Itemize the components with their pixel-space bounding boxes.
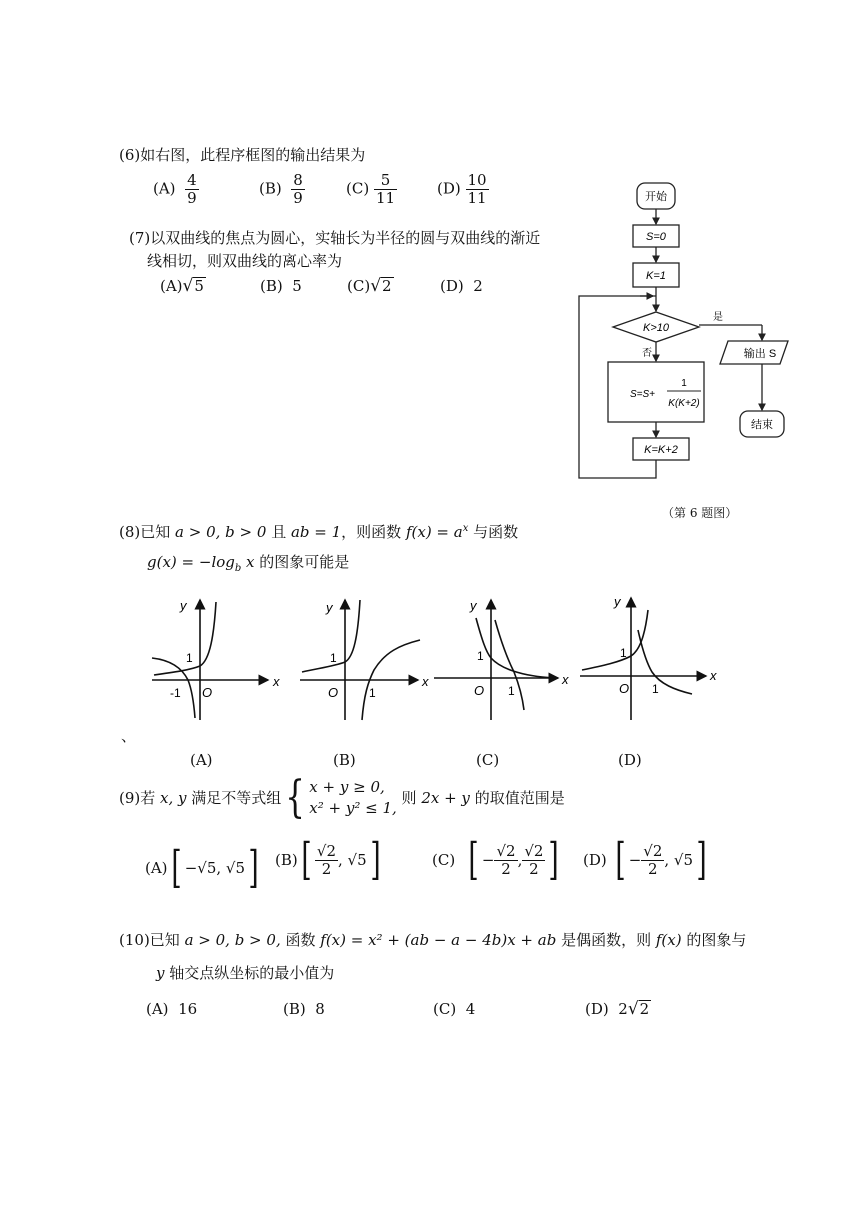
flow-k1: K=1 bbox=[646, 270, 666, 282]
q9-stem-4: 的取值范围是 bbox=[469, 789, 565, 807]
q9-ineq1: x + y ≥ 0, bbox=[309, 778, 385, 796]
q7-a-radicand: 5 bbox=[194, 277, 204, 295]
q8-d-y: y bbox=[614, 594, 621, 609]
q8-a-x: x bbox=[273, 674, 280, 689]
q8-c-origin: O bbox=[474, 683, 485, 698]
q6-option-a bbox=[153, 172, 199, 207]
q9-c-den1: 2 bbox=[494, 860, 517, 878]
q9-d-tail: , √5 bbox=[664, 851, 694, 869]
q10-option-a bbox=[146, 999, 197, 1019]
flow-output: 输出 S bbox=[743, 348, 777, 360]
q7-option-d bbox=[440, 276, 483, 296]
q8-g: g(x) = −log bbox=[147, 553, 235, 571]
q9-option-a: (A)[ −√5, √5] bbox=[145, 842, 259, 893]
q10-a-value: 16 bbox=[178, 1000, 198, 1018]
q10-option-c-label: (C) bbox=[433, 1000, 457, 1018]
flow-start: 开始 bbox=[645, 191, 667, 203]
q8-d-one-x: 1 bbox=[652, 682, 659, 696]
q8-a-one: 1 bbox=[186, 651, 193, 665]
q8-option-c-label: (C) bbox=[476, 751, 500, 769]
q9-d-den: 2 bbox=[641, 860, 664, 878]
q9-c-num1: √2 bbox=[496, 841, 516, 860]
q6-d-den: 11 bbox=[467, 189, 487, 207]
q8-graph-b bbox=[300, 600, 420, 720]
q10-fx: f(x) bbox=[655, 931, 682, 949]
q7-option-d-label: (D) bbox=[440, 277, 464, 295]
q9-d-num: √2 bbox=[643, 841, 663, 860]
q9-a-content: −√5, √5 bbox=[184, 859, 246, 877]
q9-brace: { bbox=[285, 772, 306, 823]
q9-c-num2: √2 bbox=[524, 841, 544, 860]
q9-stem bbox=[119, 772, 565, 823]
q9-system bbox=[309, 777, 396, 819]
q8-cond2: ab = 1 bbox=[290, 523, 342, 541]
q6-option-b-fraction bbox=[291, 172, 305, 207]
q8-f-exp: x bbox=[462, 523, 469, 534]
q8-d-one: 1 bbox=[620, 646, 627, 660]
flow-update: S=S+ bbox=[630, 389, 656, 400]
q8-cond1: a > 0, b > 0 bbox=[175, 523, 267, 541]
q6-a-num: 4 bbox=[187, 171, 197, 189]
flow-end: 结束 bbox=[751, 419, 773, 431]
q8-stem-line2 bbox=[147, 552, 349, 579]
q8-graph-c bbox=[434, 600, 558, 720]
q8-g-sub: b bbox=[234, 563, 242, 574]
flow-no: 否 bbox=[642, 348, 652, 359]
q6-stem: (6)如右图，此程序框图的输出结果为 bbox=[119, 146, 366, 164]
q10-stem-1c: 是偶函数，则 bbox=[556, 931, 656, 949]
q10-stem-line1 bbox=[119, 930, 746, 950]
q7-option-c-label: (C) bbox=[347, 277, 371, 295]
q8-f: f(x) = a bbox=[405, 523, 463, 541]
q9-stem-1: (9)若 bbox=[119, 789, 161, 807]
q10-stem-2a: y bbox=[156, 964, 165, 982]
q10-option-a-label: (A) bbox=[146, 1000, 169, 1018]
q7-b-value: 5 bbox=[292, 277, 302, 295]
q9-d-lead: − bbox=[628, 851, 642, 869]
q8-a-y: y bbox=[180, 598, 187, 613]
q9-b-den: 2 bbox=[315, 860, 338, 878]
flow-update-num: 1 bbox=[681, 378, 687, 389]
q8-b-y: y bbox=[326, 600, 333, 615]
q10-stem-1a: (10)已知 bbox=[119, 931, 185, 949]
flow-yes: 是 bbox=[713, 312, 723, 323]
q7-option-b bbox=[260, 276, 302, 296]
flow-update-den: K(K+2) bbox=[668, 398, 700, 409]
q6-option-c-label: (C) bbox=[346, 179, 370, 198]
q8-stem-1d: 与函数 bbox=[468, 523, 519, 541]
q9-option-b: (B)[ $\frac{√2}{2}$ , √5] bbox=[275, 834, 381, 885]
q8-stem-1a: (8)已知 bbox=[119, 523, 176, 541]
q9-c-fraction1 bbox=[494, 843, 517, 878]
q9-option-c: (C) [ − $\frac{√2}{2}$ , $\frac{√2}{2}$ ] bbox=[432, 834, 560, 885]
q7-d-value: 2 bbox=[473, 277, 483, 295]
flow-condition: K>10 bbox=[643, 322, 669, 334]
q6-option-b-label: (B) bbox=[259, 179, 282, 198]
q9-option-d: (D) [ − $\frac{√2}{2}$ , √5] bbox=[583, 834, 707, 885]
q6-d-num: 10 bbox=[467, 171, 487, 189]
q6-c-den: 11 bbox=[375, 189, 396, 207]
q8-b-origin: O bbox=[328, 685, 339, 700]
q8-stem-1c: ，则函数 bbox=[341, 523, 406, 541]
q8-stem-2: 的图象可能是 bbox=[254, 553, 350, 571]
q10-d-radicand: 2 bbox=[639, 1000, 650, 1018]
q7-option-a: (A)√5 bbox=[160, 276, 204, 296]
q10-stem-1b: 函数 bbox=[280, 931, 321, 949]
q6-b-den: 9 bbox=[293, 189, 303, 207]
q10-stem-2b: 轴交点纵坐标的最小值为 bbox=[164, 964, 335, 982]
q8-g-x: x bbox=[241, 553, 255, 571]
q9-stem-3: 则 bbox=[396, 789, 422, 807]
q8-stray-mark: 、 bbox=[121, 727, 137, 745]
q10-b-value: 8 bbox=[315, 1000, 325, 1018]
q9-b-tail: , √5 bbox=[338, 851, 367, 869]
q10-option-d-label: (D) bbox=[585, 1000, 609, 1018]
q9-c-lead: − bbox=[481, 851, 495, 869]
q8-d-x: x bbox=[710, 668, 717, 683]
q7-option-a-label: (A) bbox=[160, 277, 183, 295]
flowchart-caption: （第 6 题图） bbox=[662, 506, 738, 520]
q10-cond: a > 0, b > 0, bbox=[184, 931, 281, 949]
q8-b-one: 1 bbox=[330, 651, 337, 665]
q10-f: f(x) = x² + (ab − a − 4b)x + ab bbox=[320, 931, 557, 949]
q9-option-d-label: (D) bbox=[583, 851, 607, 869]
q9-d-fraction bbox=[641, 843, 664, 878]
q8-c-x: x bbox=[562, 672, 569, 687]
q6-option-d-fraction bbox=[466, 172, 489, 207]
q8-stem-line1 bbox=[119, 519, 518, 542]
q9-b-num: √2 bbox=[316, 841, 337, 860]
q6-option-c-fraction bbox=[374, 172, 397, 207]
q8-graph-d bbox=[580, 598, 706, 720]
q9-vars: x, y bbox=[160, 789, 187, 807]
q6-option-c bbox=[346, 172, 397, 207]
q8-graphs bbox=[140, 590, 730, 730]
q6-option-d bbox=[437, 172, 489, 207]
q9-c-fraction2 bbox=[522, 843, 545, 878]
q8-option-b-label: (B) bbox=[333, 751, 356, 769]
q9-expr: 2x + y bbox=[421, 789, 470, 807]
q8-c-one: 1 bbox=[477, 649, 484, 663]
q8-graph-a bbox=[152, 600, 268, 720]
q10-c-value: 4 bbox=[465, 1000, 476, 1018]
q6-b-num: 8 bbox=[293, 171, 303, 189]
q10-option-c bbox=[433, 999, 475, 1019]
q8-a-origin: O bbox=[202, 685, 213, 700]
q8-stem-1b: 且 bbox=[266, 523, 291, 541]
q7-option-c: (C)√2 bbox=[347, 276, 392, 296]
flow-s0: S=0 bbox=[646, 231, 666, 243]
q7-stem-line1: (7)以双曲线的焦点为圆心，实轴长为半径的圆与双曲线的渐近 bbox=[129, 229, 541, 247]
q8-option-a-label: (A) bbox=[190, 751, 213, 769]
q6-option-b bbox=[259, 172, 305, 207]
q9-option-b-label: (B) bbox=[275, 851, 298, 869]
q8-option-d-label: (D) bbox=[618, 751, 642, 769]
q9-option-c-label: (C) bbox=[432, 851, 456, 869]
q8-b-x: x bbox=[422, 674, 429, 689]
q9-ineq2: x² + y² ≤ 1, bbox=[309, 799, 397, 817]
q10-stem-line2 bbox=[156, 963, 334, 983]
q6-option-a-label: (A) bbox=[153, 179, 176, 198]
q8-c-one-x: 1 bbox=[508, 684, 515, 698]
q7-option-b-label: (B) bbox=[260, 277, 283, 295]
q9-option-a-label: (A) bbox=[145, 859, 168, 877]
q9-c-mid: , bbox=[517, 851, 523, 869]
q10-d-value: 2 bbox=[618, 1000, 628, 1018]
q7-stem-line2: 线相切，则双曲线的离心率为 bbox=[147, 252, 343, 270]
q8-a-neg1: -1 bbox=[170, 686, 181, 700]
q6-c-num: 5 bbox=[380, 171, 391, 189]
flow-kinc: K=K+2 bbox=[644, 444, 678, 456]
q9-b-fraction bbox=[315, 843, 338, 878]
q8-c-y: y bbox=[470, 598, 477, 613]
q7-c-radicand: 2 bbox=[382, 277, 392, 295]
q10-option-d: (D) 2√2 bbox=[585, 999, 650, 1019]
q6-option-d-label: (D) bbox=[437, 179, 461, 198]
q9-c-den2: 2 bbox=[522, 860, 545, 878]
q6-a-den: 9 bbox=[187, 189, 197, 207]
q9-stem-2: 满足不等式组 bbox=[186, 789, 282, 807]
q10-option-b-label: (B) bbox=[283, 1000, 306, 1018]
q6-option-a-fraction bbox=[185, 172, 199, 207]
q8-b-one-x: 1 bbox=[369, 686, 376, 700]
q10-stem-1d: 的图象与 bbox=[681, 931, 747, 949]
flowchart-figure bbox=[570, 180, 790, 525]
q8-d-origin: O bbox=[619, 681, 630, 696]
q10-option-b bbox=[283, 999, 325, 1019]
